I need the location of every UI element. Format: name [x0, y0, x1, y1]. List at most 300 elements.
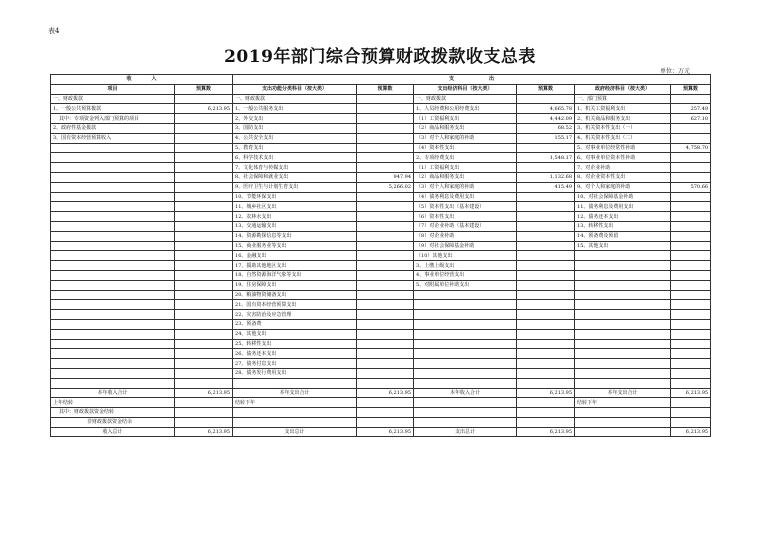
- amount-cell: [517, 212, 575, 222]
- table-row: [51, 192, 711, 202]
- amount-cell: [517, 398, 575, 408]
- item-cell: （8）对企业补助: [414, 231, 517, 241]
- table-row: [51, 398, 711, 408]
- table-row: [51, 143, 711, 153]
- item-cell: 16、金融支出: [233, 251, 357, 261]
- item-cell: 12、债务还本支出: [575, 212, 671, 222]
- amount-cell: [671, 153, 711, 163]
- item-cell: [575, 349, 671, 359]
- table-row: [51, 359, 711, 369]
- item-cell: [414, 368, 517, 378]
- amount-cell: 6,213.95: [175, 104, 233, 114]
- item-cell: 支出总计: [414, 427, 517, 437]
- item-cell: 5、对事业单位经常性补助: [575, 143, 671, 153]
- amount-cell: [517, 359, 575, 369]
- amount-cell: [671, 398, 711, 408]
- item-cell: 一、部门预算: [575, 94, 671, 104]
- amount-cell: [517, 280, 575, 290]
- amount-cell: [357, 123, 414, 133]
- amount-cell: [357, 163, 414, 173]
- amount-cell: [357, 221, 414, 231]
- item-cell: [575, 270, 671, 280]
- item-cell: （5）资本性支出（基本建设）: [414, 202, 517, 212]
- item-cell: [51, 202, 175, 212]
- table-row: [51, 133, 711, 143]
- amount-cell: [357, 300, 414, 310]
- amount-cell: 6,213.95: [671, 388, 711, 398]
- amount-cell: [671, 163, 711, 173]
- item-cell: [51, 143, 175, 153]
- item-cell: 2、专项经费支出: [414, 153, 517, 163]
- item-cell: 20、粮油物资储备支出: [233, 290, 357, 300]
- amount-cell: [175, 300, 233, 310]
- item-cell: （7）对企业补助（基本建设）: [414, 221, 517, 231]
- item-cell: 15、商业服务业等支出: [233, 241, 357, 251]
- amount-cell: [671, 359, 711, 369]
- item-cell: 18、自然资源海洋气象等支出: [233, 270, 357, 280]
- item-cell: 1、一般公共服务支出: [233, 104, 357, 114]
- item-cell: [414, 417, 517, 427]
- amount-cell: 6,213.95: [671, 427, 711, 437]
- amount-cell: [357, 270, 414, 280]
- item-cell: 24、其他支出: [233, 329, 357, 339]
- amount-cell: [357, 319, 414, 329]
- item-cell: 9、对个人和家庭的补助: [575, 182, 671, 192]
- item-cell: 本年支出合计: [575, 388, 671, 398]
- amount-cell: [357, 133, 414, 143]
- table-row: [51, 94, 711, 104]
- item-cell: （2）商品和服务支出: [414, 123, 517, 133]
- amount-cell: [175, 123, 233, 133]
- column-header-row: [51, 84, 711, 94]
- table-row: [51, 300, 711, 310]
- amount-cell: [357, 349, 414, 359]
- item-cell: 6、对事业单位资本性补助: [575, 153, 671, 163]
- item-cell: （1）工资福利支出: [414, 114, 517, 124]
- amount-cell: [357, 94, 414, 104]
- amount-cell: [517, 378, 575, 388]
- amount-cell: [517, 192, 575, 202]
- amount-cell: [671, 241, 711, 251]
- item-cell: [51, 261, 175, 271]
- amount-cell: [175, 310, 233, 320]
- item-cell: [575, 368, 671, 378]
- item-cell: [51, 172, 175, 182]
- income-section-header: 收 入: [51, 75, 233, 85]
- amount-cell: [357, 398, 414, 408]
- amount-cell: [175, 153, 233, 163]
- amount-cell: [671, 192, 711, 202]
- amount-cell: [175, 417, 233, 427]
- item-cell: 12、农林水支出: [233, 212, 357, 222]
- table-row: [51, 378, 711, 388]
- item-cell: [575, 300, 671, 310]
- item-cell: 14、资源勘探信息等支出: [233, 231, 357, 241]
- item-cell: （10）其他支出: [414, 251, 517, 261]
- amount-cell: 570.66: [671, 182, 711, 192]
- amount-cell: [175, 143, 233, 153]
- amount-cell: [517, 251, 575, 261]
- item-cell: [414, 329, 517, 339]
- item-cell: [414, 359, 517, 369]
- amount-cell: [357, 359, 414, 369]
- amount-cell: [175, 94, 233, 104]
- amount-cell: [357, 368, 414, 378]
- table-row: [51, 104, 711, 114]
- amount-cell: [175, 172, 233, 182]
- table-row: [51, 427, 711, 437]
- amount-cell: [517, 310, 575, 320]
- amount-cell: [175, 368, 233, 378]
- item-cell: 7、对企业补助: [575, 163, 671, 173]
- amount-cell: [175, 231, 233, 241]
- amount-cell: [175, 339, 233, 349]
- item-cell: 4、公共安全支出: [233, 133, 357, 143]
- amount-cell: 5,266.02: [357, 182, 414, 192]
- item-cell: [414, 339, 517, 349]
- item-cell: 22、灾害防治及应急管理: [233, 310, 357, 320]
- item-cell: （2）商品和服务支出: [414, 172, 517, 182]
- amount-cell: [357, 329, 414, 339]
- amount-cell: 415.49: [517, 182, 575, 192]
- amount-cell: [357, 251, 414, 261]
- amount-cell: [517, 339, 575, 349]
- item-cell: [51, 280, 175, 290]
- amount-cell: [671, 261, 711, 271]
- amount-cell: [517, 368, 575, 378]
- table-row: [51, 270, 711, 280]
- item-cell: 28、债务发行费用支出: [233, 368, 357, 378]
- item-cell: [414, 310, 517, 320]
- amount-cell: [357, 231, 414, 241]
- item-cell: 2、机关商品和服务支出: [575, 114, 671, 124]
- item-cell: [414, 378, 517, 388]
- amount-cell: 6,213.95: [517, 427, 575, 437]
- item-cell: 7、文化体育与传媒支出: [233, 163, 357, 173]
- amount-cell: [357, 417, 414, 427]
- amount-cell: [175, 280, 233, 290]
- amount-cell: [671, 310, 711, 320]
- item-cell: [575, 329, 671, 339]
- item-cell: 4、事业单位经营支出: [414, 270, 517, 280]
- item-cell: 3、国有资本经营预算收入: [51, 133, 175, 143]
- item-cell: [414, 300, 517, 310]
- amount-cell: [175, 114, 233, 124]
- amount-cell: [175, 192, 233, 202]
- item-cell: 4、机关资本性支出（二）: [575, 133, 671, 143]
- amount-cell: [517, 408, 575, 418]
- item-cell: 1、机关工资福利支出: [575, 104, 671, 114]
- amount-cell: [175, 221, 233, 231]
- item-cell: [414, 319, 517, 329]
- amount-cell: [357, 241, 414, 251]
- amount-cell: 6,213.95: [357, 427, 414, 437]
- amount-cell: 947.94: [357, 172, 414, 182]
- amount-cell: [175, 241, 233, 251]
- amount-cell: [175, 290, 233, 300]
- table-row: [51, 202, 711, 212]
- item-cell: 非财政拨款资金结余: [51, 417, 175, 427]
- table-row: [51, 251, 711, 261]
- amount-cell: [671, 300, 711, 310]
- item-cell: 支出总计: [233, 427, 357, 437]
- amount-cell: [175, 398, 233, 408]
- item-cell: [51, 310, 175, 320]
- table-body: [51, 94, 711, 437]
- item-cell: （4）债务利息及费用支出: [414, 192, 517, 202]
- amount-cell: [357, 290, 414, 300]
- amount-cell: [175, 349, 233, 359]
- item-cell: 2、外交支出: [233, 114, 357, 124]
- amount-cell: [671, 378, 711, 388]
- amount-cell: [671, 290, 711, 300]
- item-cell: [233, 408, 357, 418]
- column-header: 政府经济科目（按大类）: [575, 84, 671, 94]
- item-cell: [51, 359, 175, 369]
- column-header: 支出功能分类科目（按大类）: [233, 84, 357, 94]
- item-cell: 10、对社会保障基金补助: [575, 192, 671, 202]
- table-row: [51, 368, 711, 378]
- item-cell: [414, 408, 517, 418]
- amount-cell: [671, 251, 711, 261]
- table-row: [51, 388, 711, 398]
- item-cell: [575, 359, 671, 369]
- table-row: [51, 280, 711, 290]
- item-cell: 19、住房保障支出: [233, 280, 357, 290]
- amount-cell: [671, 212, 711, 222]
- column-header: 支出经济科目（按大类）: [414, 84, 517, 94]
- column-header: 预算数: [175, 84, 233, 94]
- item-cell: [575, 378, 671, 388]
- table-row: [51, 339, 711, 349]
- section-header-row: [51, 75, 711, 85]
- item-cell: [233, 417, 357, 427]
- item-cell: 17、援助其他地区支出: [233, 261, 357, 271]
- amount-cell: [671, 368, 711, 378]
- amount-cell: [357, 378, 414, 388]
- amount-cell: [357, 202, 414, 212]
- table-row: [51, 349, 711, 359]
- item-cell: [575, 280, 671, 290]
- amount-cell: [175, 329, 233, 339]
- item-cell: 1、一般公共预算拨款: [51, 104, 175, 114]
- item-cell: 23、预备费: [233, 319, 357, 329]
- item-cell: 13、交通运输支出: [233, 221, 357, 231]
- amount-cell: 1,548.17: [517, 153, 575, 163]
- table-row: [51, 123, 711, 133]
- amount-cell: [517, 241, 575, 251]
- item-cell: [414, 398, 517, 408]
- item-cell: [575, 251, 671, 261]
- amount-cell: 4,758.70: [671, 143, 711, 153]
- item-cell: [575, 427, 671, 437]
- item-cell: [414, 290, 517, 300]
- amount-cell: [671, 280, 711, 290]
- item-cell: 13、转移性支出: [575, 221, 671, 231]
- item-cell: [575, 261, 671, 271]
- table-row: [51, 417, 711, 427]
- item-cell: [51, 368, 175, 378]
- table-row: [51, 212, 711, 222]
- item-cell: [51, 329, 175, 339]
- item-cell: （3）对个人和家庭的补助: [414, 182, 517, 192]
- amount-cell: [517, 202, 575, 212]
- amount-cell: [175, 378, 233, 388]
- amount-cell: [517, 417, 575, 427]
- amount-cell: [175, 133, 233, 143]
- amount-cell: [357, 261, 414, 271]
- item-cell: 3、上缴上级支出: [414, 261, 517, 271]
- amount-cell: [671, 94, 711, 104]
- item-cell: 本年收入合计: [414, 388, 517, 398]
- amount-cell: 68.52: [517, 123, 575, 133]
- amount-cell: 1,132.68: [517, 172, 575, 182]
- item-cell: [51, 319, 175, 329]
- item-cell: 本年收入合计: [51, 388, 175, 398]
- amount-cell: 6,213.95: [517, 388, 575, 398]
- item-cell: [414, 349, 517, 359]
- table-row: [51, 114, 711, 124]
- item-cell: （4）资本性支出: [414, 143, 517, 153]
- item-cell: 10、节能环保支出: [233, 192, 357, 202]
- table-row: [51, 261, 711, 271]
- amount-cell: [517, 221, 575, 231]
- amount-cell: [671, 231, 711, 241]
- amount-cell: [357, 408, 414, 418]
- amount-cell: [175, 163, 233, 173]
- item-cell: 21、国有资本经营预算支出: [233, 300, 357, 310]
- item-cell: （3）对个人和家庭的补助: [414, 133, 517, 143]
- amount-cell: [175, 182, 233, 192]
- item-cell: [575, 408, 671, 418]
- amount-cell: 6,213.95: [357, 388, 414, 398]
- item-cell: 3、机关资本性支出（一）: [575, 123, 671, 133]
- column-header: 预算数: [517, 84, 575, 94]
- amount-cell: [357, 114, 414, 124]
- amount-cell: [671, 417, 711, 427]
- amount-cell: [175, 359, 233, 369]
- amount-cell: [671, 270, 711, 280]
- amount-cell: [517, 319, 575, 329]
- unit-label: 单位：万元: [660, 68, 691, 75]
- item-cell: 1、人员经费和公用经费支出: [414, 104, 517, 114]
- amount-cell: [357, 339, 414, 349]
- budget-summary-table: [50, 74, 711, 437]
- item-cell: 27、债务付息支出: [233, 359, 357, 369]
- item-cell: [51, 241, 175, 251]
- amount-cell: [357, 192, 414, 202]
- item-cell: 上年结转: [51, 398, 175, 408]
- table-row: [51, 231, 711, 241]
- item-cell: 其中：专项资金列入部门预算的项目: [51, 114, 175, 124]
- expense-section-header: 支 出: [233, 75, 711, 85]
- item-cell: 11、城乡社区支出: [233, 202, 357, 212]
- item-cell: [51, 163, 175, 173]
- table-row: [51, 221, 711, 231]
- item-cell: 8、对企业资本性支出: [575, 172, 671, 182]
- amount-cell: [671, 339, 711, 349]
- item-cell: [51, 349, 175, 359]
- table-row: [51, 319, 711, 329]
- item-cell: 结转下年: [575, 398, 671, 408]
- item-cell: （6）资本性支出: [414, 212, 517, 222]
- item-cell: 2、政府性基金拨款: [51, 123, 175, 133]
- amount-cell: [175, 408, 233, 418]
- amount-cell: [671, 319, 711, 329]
- document-title: 2019年部门综合预算财政拨款收支总表: [224, 47, 536, 67]
- item-cell: 9、医疗卫生与计划生育支出: [233, 182, 357, 192]
- amount-cell: 4,442.09: [517, 114, 575, 124]
- table-number-label: 表4: [48, 27, 60, 35]
- table-row: [51, 290, 711, 300]
- item-cell: 结转下年: [233, 398, 357, 408]
- amount-cell: [175, 319, 233, 329]
- item-cell: [51, 339, 175, 349]
- table-row: [51, 241, 711, 251]
- column-header: 预算数: [357, 84, 414, 94]
- amount-cell: 6,213.95: [175, 388, 233, 398]
- item-cell: 8、社会保障和就业支出: [233, 172, 357, 182]
- item-cell: [51, 378, 175, 388]
- amount-cell: [357, 310, 414, 320]
- item-cell: 25、转移性支出: [233, 339, 357, 349]
- amount-cell: [671, 329, 711, 339]
- amount-cell: [517, 143, 575, 153]
- amount-cell: [671, 133, 711, 143]
- table-row: [51, 153, 711, 163]
- amount-cell: [175, 251, 233, 261]
- amount-cell: [175, 261, 233, 271]
- amount-cell: [357, 104, 414, 114]
- item-cell: [575, 310, 671, 320]
- amount-cell: 4,665.78: [517, 104, 575, 114]
- table-row: [51, 172, 711, 182]
- item-cell: [51, 270, 175, 280]
- item-cell: [575, 339, 671, 349]
- item-cell: 收入总计: [51, 427, 175, 437]
- item-cell: 一、财政拨款: [233, 94, 357, 104]
- item-cell: [51, 192, 175, 202]
- item-cell: [51, 251, 175, 261]
- item-cell: （9）对社会保障基金补助: [414, 241, 517, 251]
- amount-cell: 155.17: [517, 133, 575, 143]
- item-cell: 5、对附属单位补助支出: [414, 280, 517, 290]
- item-cell: 本年支出合计: [233, 388, 357, 398]
- amount-cell: [671, 123, 711, 133]
- item-cell: 26、债务还本支出: [233, 349, 357, 359]
- item-cell: [51, 153, 175, 163]
- amount-cell: [357, 143, 414, 153]
- amount-cell: [175, 202, 233, 212]
- item-cell: 15、其他支出: [575, 241, 671, 251]
- item-cell: [51, 300, 175, 310]
- item-cell: [233, 378, 357, 388]
- amount-cell: [517, 300, 575, 310]
- item-cell: [51, 231, 175, 241]
- amount-cell: [517, 349, 575, 359]
- item-cell: [51, 290, 175, 300]
- amount-cell: [671, 408, 711, 418]
- item-cell: [575, 290, 671, 300]
- item-cell: 一、财政拨款: [51, 94, 175, 104]
- amount-cell: [517, 290, 575, 300]
- amount-cell: 257.49: [671, 104, 711, 114]
- amount-cell: [357, 280, 414, 290]
- amount-cell: 627.10: [671, 114, 711, 124]
- table-row: [51, 329, 711, 339]
- item-cell: [51, 182, 175, 192]
- item-cell: 14、预备费及预留: [575, 231, 671, 241]
